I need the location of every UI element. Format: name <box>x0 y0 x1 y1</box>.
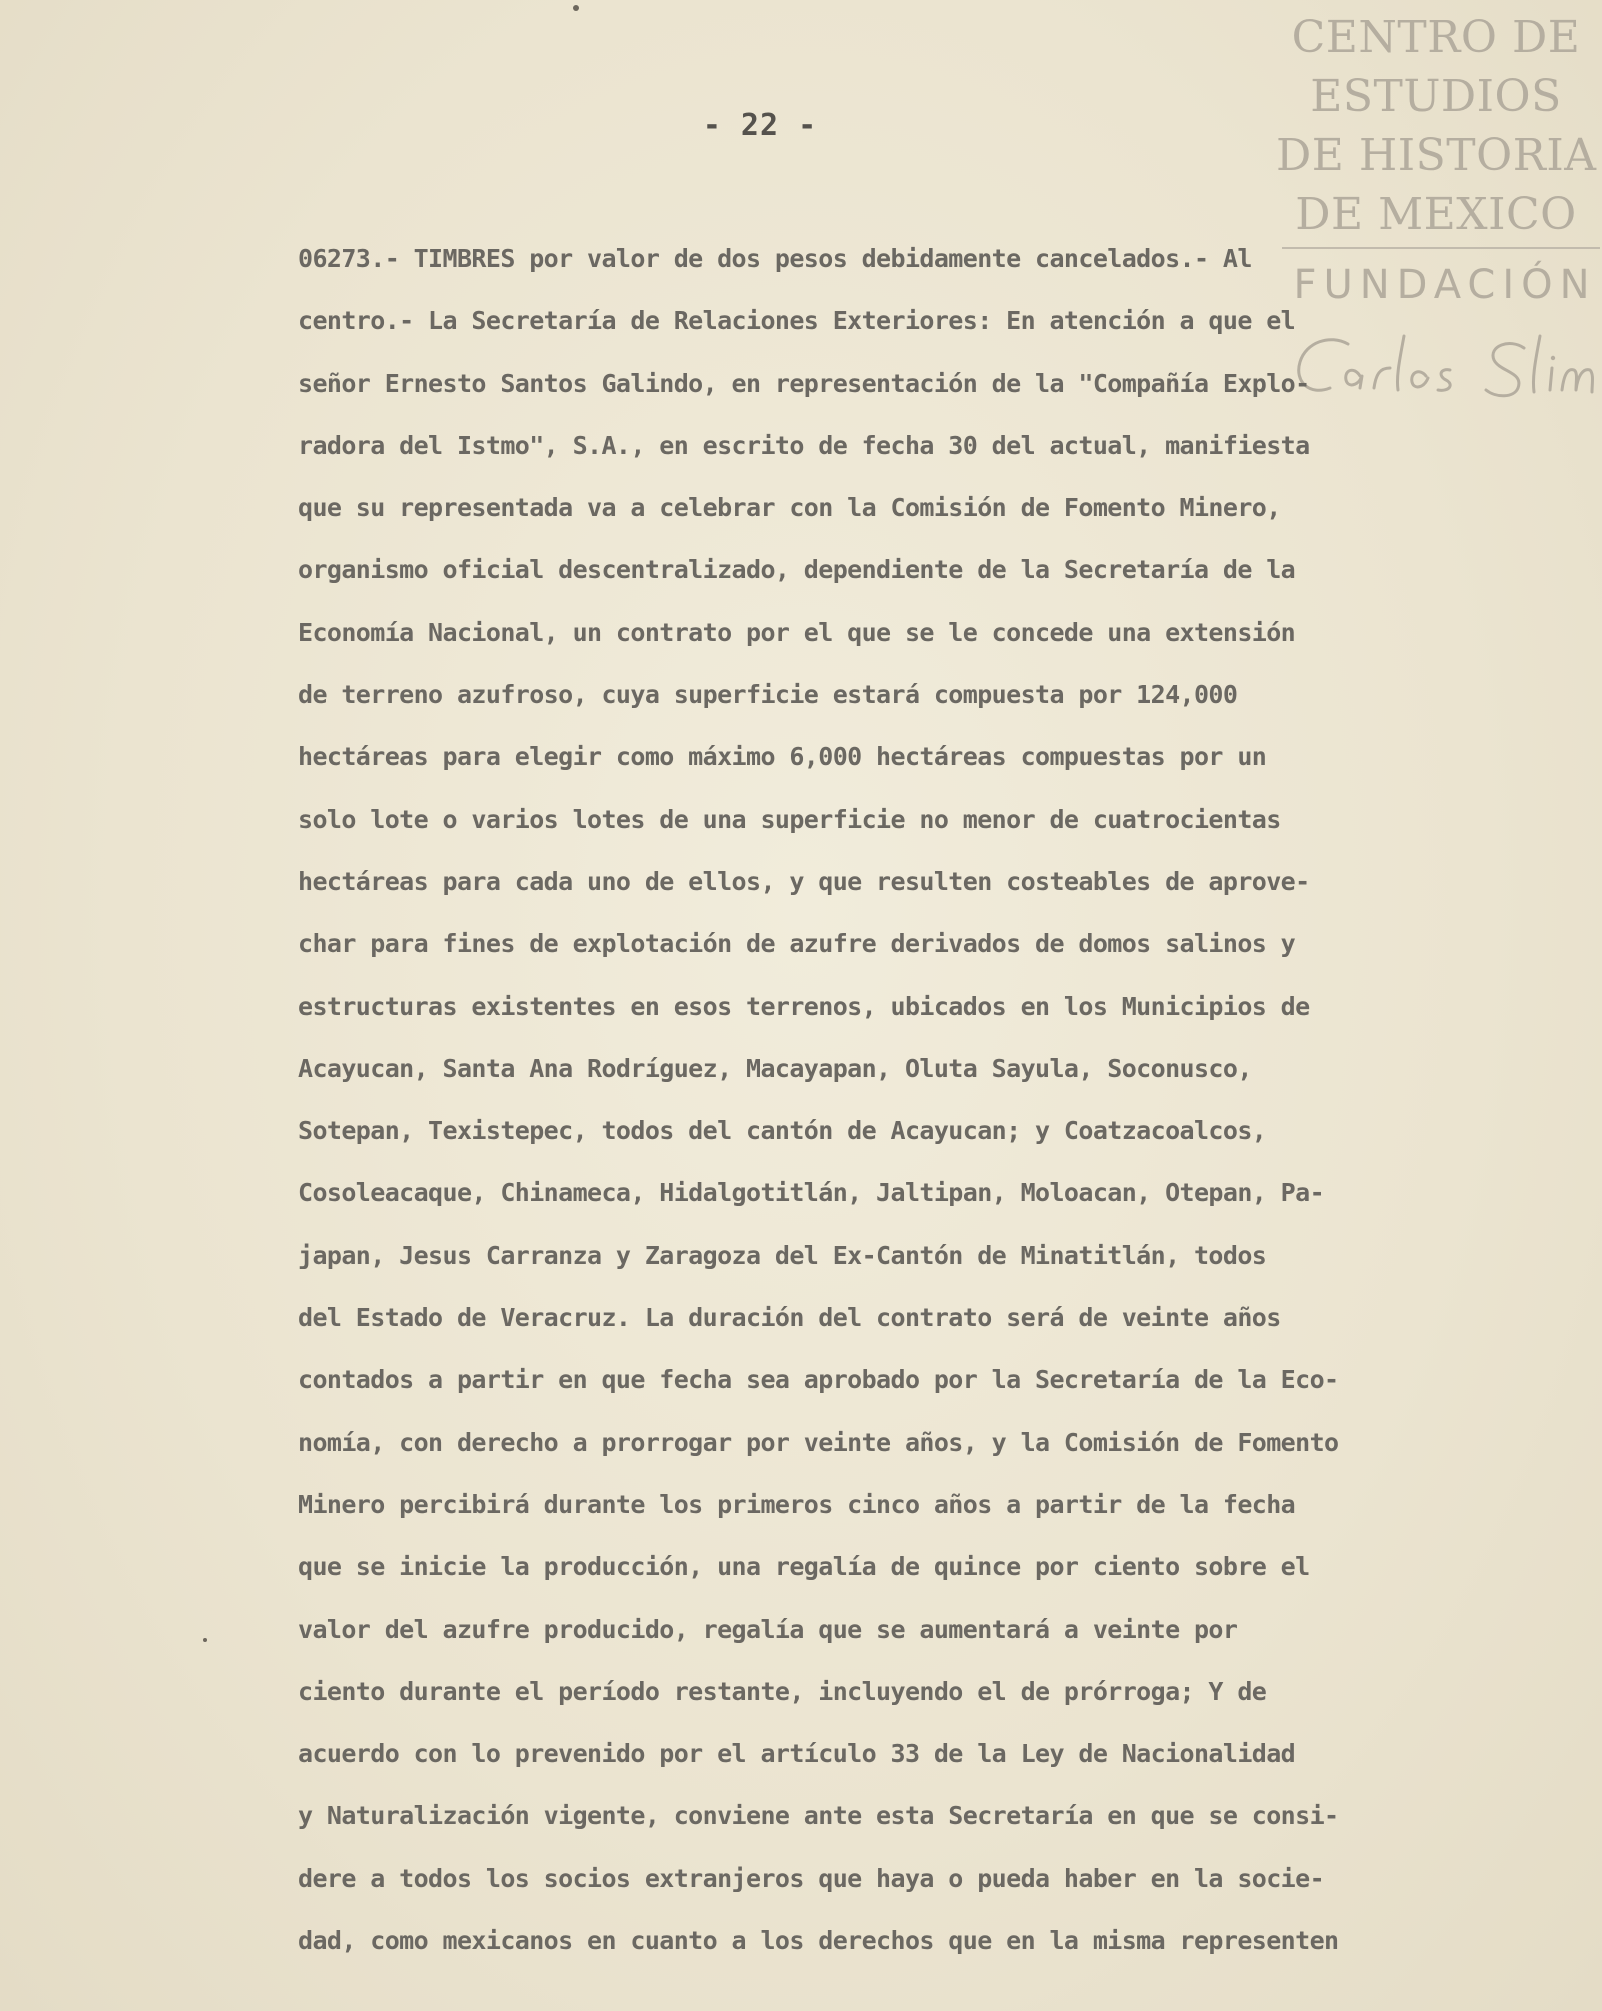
watermark-line: DE MEXICO <box>1295 189 1577 240</box>
watermark-line: DE HISTORIA <box>1276 130 1597 181</box>
paper-speck <box>573 5 579 11</box>
text-line: que se inicie la producción, una regalía de quince por ciento sobre el <box>298 1552 1310 1582</box>
text-line: 06273.- TIMBRES por valor de dos pesos debidamente cancelados.- Al <box>298 244 1252 273</box>
text-line: solo lote o varios lotes de una superficie no menor de cuatrocientas <box>298 804 1281 834</box>
archive-watermark <box>1276 8 1596 244</box>
text-line: contados a partir en que fecha sea aprobado por la Secretaría de la Eco- <box>298 1365 1339 1395</box>
text-line: hectáreas para cada uno de ellos, y que resulten costeables de aprove- <box>298 866 1310 896</box>
text-line: ciento durante el período restante, incluyendo el de prórroga; Y de <box>298 1676 1267 1706</box>
text-line: hectáreas para elegir como máximo 6,000 hectáreas compuestas por un <box>298 742 1267 772</box>
watermark-foundation: FUNDACIÓN <box>1293 262 1597 308</box>
paper-speck <box>203 1638 207 1642</box>
text-line: del Estado de Veracruz. La duración del contrato será de veinte años <box>298 1303 1281 1333</box>
text-line: señor Ernesto Santos Galindo, en representación de la "Compañía Explo- <box>298 368 1310 398</box>
text-line: char para fines de explotación de azufre derivados de domos salinos y <box>298 929 1296 959</box>
text-line: acuerdo con lo prevenido por el artículo 33 de la Ley de Nacionalidad <box>298 1739 1296 1769</box>
document-body <box>298 228 1488 1972</box>
text-line: radora del Istmo", S.A., en escrito de fecha 30 del actual, manifiesta <box>298 430 1310 460</box>
text-line: Acayucan, Santa Ana Rodríguez, Macayapan, Oluta Sayula, Soconusco, <box>298 1053 1252 1083</box>
text-line: dere a todos los socios extranjeros que haya o pueda haber en la socie- <box>298 1863 1325 1893</box>
watermark-line: CENTRO DE <box>1291 12 1581 63</box>
text-line: que su representada va a celebrar con la Comisión de Fomento Minero, <box>298 493 1281 523</box>
text-line: estructuras existentes en esos terrenos, ubicados en los Municipios de <box>298 991 1310 1021</box>
text-line: valor del azufre producido, regalía que se aumentará a veinte por <box>298 1614 1238 1644</box>
text-line: Minero percibirá durante los primeros cinco años a partir de la fecha <box>298 1489 1296 1519</box>
text-line: Sotepan, Texistepec, todos del cantón de Acayucan; y Coatzacoalcos, <box>298 1116 1267 1146</box>
text-line: y Naturalización vigente, conviene ante esta Secretaría en que se consi- <box>298 1801 1339 1831</box>
text-line: dad, como mexicanos en cuanto a los derechos que en la misma representen <box>298 1926 1339 1956</box>
text-line: Cosoleacaque, Chinameca, Hidalgotitlán, Jaltipan, Moloacan, Otepan, Pa- <box>298 1178 1325 1208</box>
text-line: japan, Jesus Carranza y Zaragoza del Ex-Cantón de Minatitlán, todos <box>298 1240 1267 1270</box>
text-line: Economía Nacional, un contrato por el que se le concede una extensión <box>298 617 1296 647</box>
text-line: nomía, con derecho a prorrogar por veinte años, y la Comisión de Fomento <box>298 1427 1339 1457</box>
page-number: - 22 - <box>702 108 818 143</box>
text-line: organismo oficial descentralizado, dependiente de la Secretaría de la <box>298 555 1296 585</box>
text-line: de terreno azufroso, cuya superficie estará compuesta por 124,000 <box>298 680 1238 710</box>
watermark-line: ESTUDIOS <box>1310 71 1562 122</box>
text-line: centro.- La Secretaría de Relaciones Exteriores: En atención a que el <box>298 306 1296 336</box>
